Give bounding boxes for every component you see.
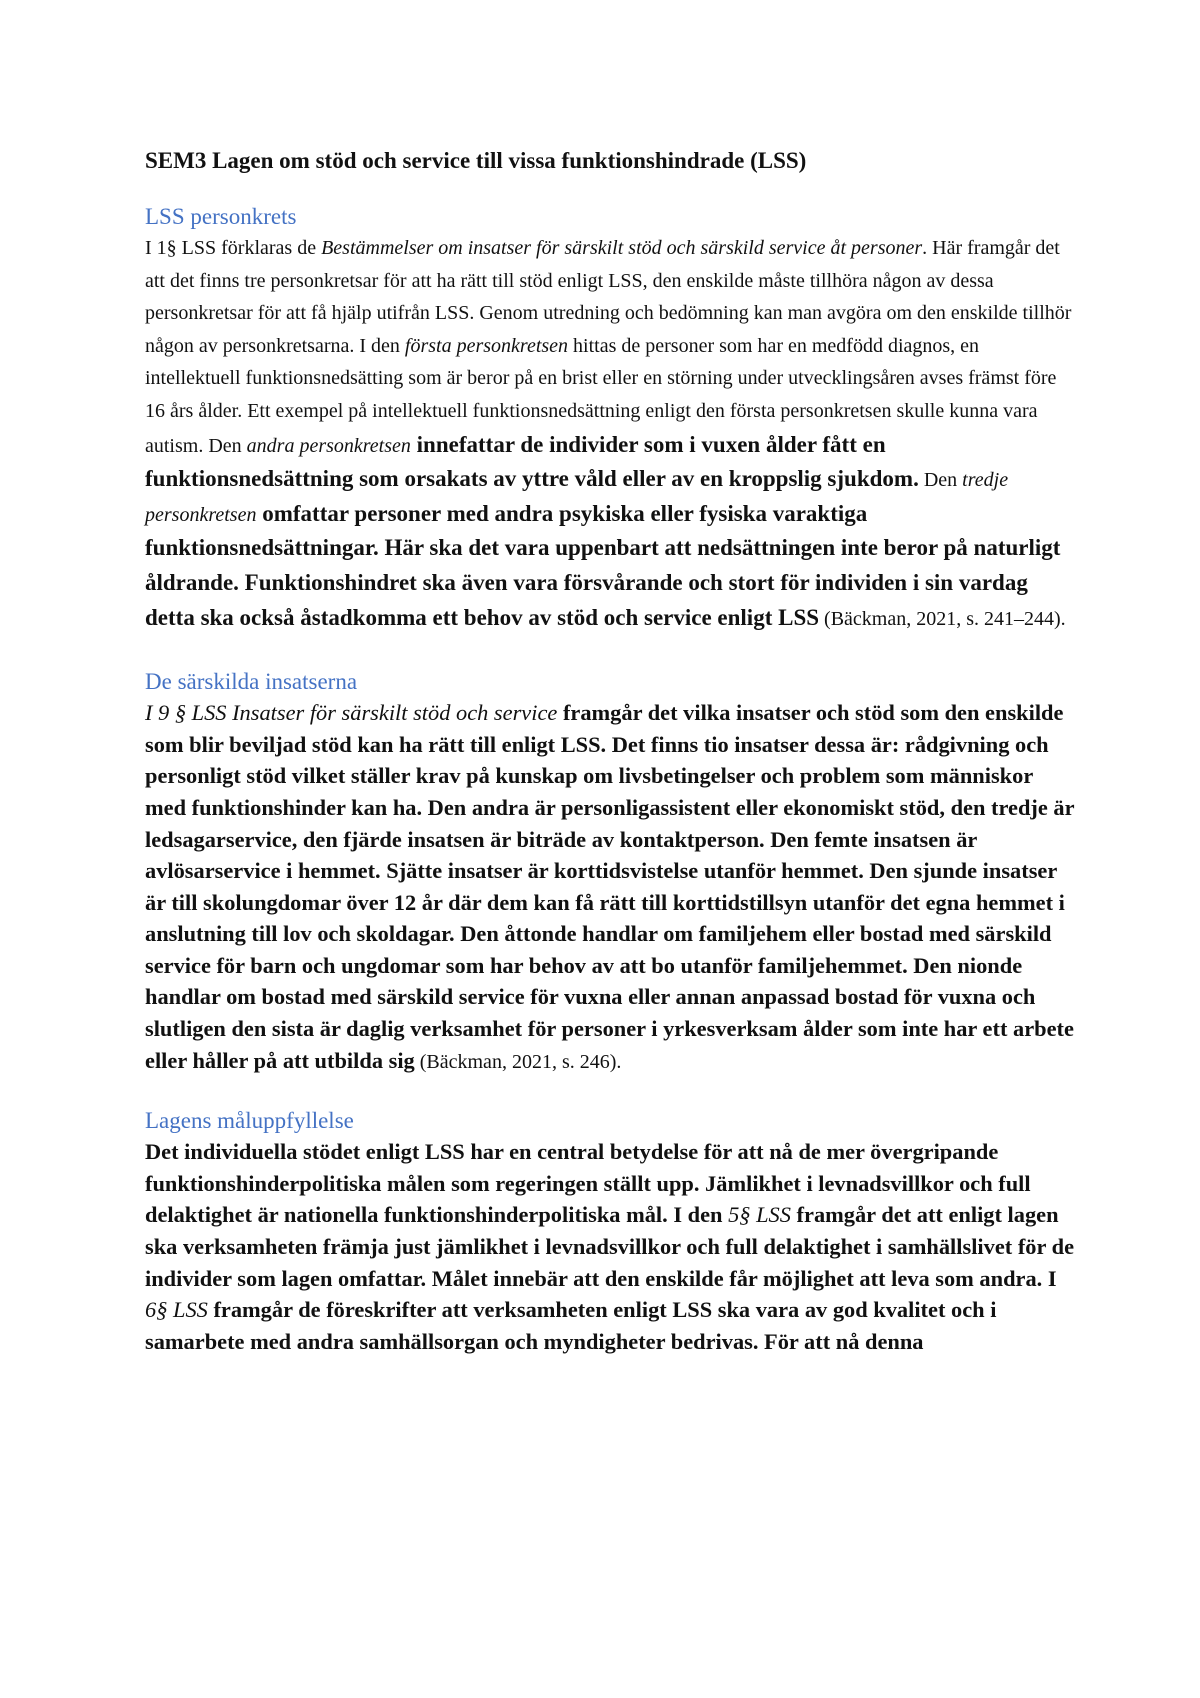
text-run: Den	[918, 469, 963, 492]
document-title: SEM3 Lagen om stöd och service till vissa funktionshindrade (LSS)	[145, 148, 807, 173]
bold-run: framgår de föreskrifter att verksamheten enligt LSS ska vara av god kvalitet och i samarbete med andra samhällsorgan och myndigheter bedrivas. För att nå denna	[145, 1297, 997, 1354]
italic-run: 5§ LSS	[728, 1202, 791, 1228]
italic-run: tredje personkretsen	[145, 469, 1009, 526]
text-run: I 1§ LSS förklaras de	[145, 237, 322, 259]
section-paragraph-personkrets	[145, 232, 1076, 635]
section-paragraph-insatserna	[145, 697, 1076, 1078]
section-heading-maluppfyllelse: Lagens måluppfyllelse	[145, 1108, 354, 1134]
bold-run: framgår det vilka insatser och stöd som den enskilde som blir beviljad stöd kan ha rätt till enligt LSS. Det finns tio insatser dessa är: rådgivning och personligt stöd vilket ställer krav på kunskap om livsbetingelser och problem som människor med funktionshinder kan ha. Den andra är personligassistent eller ekonomiskt stöd, den tredje är ledsagarservice, den fjärde insatsen är biträde av kontaktperson. Den femte insatsen är avlösarservice i hemmet. Sjätte insatser är korttidsvistelse utanför hemmet. Den sjunde insatser är till skolungdomar över 12 år där dem kan få rätt till korttidstillsyn utanför det egna hemmet i anslutning till lov och skoldagar. Den åttonde handlar om familjehem eller bostad med särskild service för barn och ungdomar som har behov av att bo utanför familjehemmet. Den nionde handlar om bostad med särskild service för vuxna eller annan anpassad bostad för vuxna och slutligen den sista är daglig verksamhet för personer i yrkesverksam ålder som inte har ett arbete eller håller på att utbilda sig	[145, 700, 1075, 1073]
bold-run: Det individuella stödet enligt LSS har en central betydelse för att nå de mer övergripande funktionshinderpolitiska målen som regeringen ställt upp. Jämlikhet i levnadsvillkor och full delaktighet är nationella funktionshinderpolitiska mål. I den	[145, 1139, 1031, 1228]
italic-run: första personkretsen	[404, 334, 569, 357]
spacer	[145, 635, 1076, 667]
bold-run: omfattar personer med andra psykiska eller fysiska varaktiga funktionsnedsättningar. Här ska det vara uppenbart att nedsättningen inte beror på naturligt åldrande. Funktionshindret ska även vara försvårande och stort för individen i sin vardag detta ska också åstadkomma ett behov av stöd och service enligt LSS	[145, 500, 1061, 630]
citation: (Bäckman, 2021, s. 246).	[414, 1050, 622, 1073]
bold-run: framgår det att enligt lagen ska verksamheten främja just jämlikhet i levnadsvillkor och full delaktighet i samhällslivet för de individer som lagen omfattar. Målet innebär att den enskilde får möjlighet att leva som andra. I	[145, 1202, 1075, 1291]
bold-run: innefattar de individer som i vuxen ålder fått en funktionsnedsättning som orsakats av yttre våld eller av en kroppslig sjukdom.	[145, 431, 919, 492]
text-run: hittas de personer som har en medfödd diagnos, en intellektuell funktionsnedsätting som är beror på en brist eller en störning under utvecklingsåren avses främst före 16 års ålder. Ett exempel på intellektuell funktionsnedsättning enligt den första personkretsen skulle kunna vara autism. Den	[145, 334, 1057, 457]
italic-run: Bestämmelser om insatser för särskilt stöd och särskild service åt personer	[321, 237, 923, 259]
italic-run: andra personkretsen	[246, 434, 411, 457]
section-paragraph-maluppfyllelse	[145, 1136, 1076, 1357]
section-heading-personkrets: LSS personkrets	[145, 204, 297, 229]
text-run: . Här framgår det att det finns tre personkretsar för att ha rätt till stöd enligt LSS, den enskilde måste tillhöra någon av dessa personkretsar för att få hjälp utifrån LSS. Genom utredning och bedömning kan man avgöra om den enskilde tillhör någon av personkretsarna. I den	[145, 237, 1072, 357]
citation: (Bäckman, 2021, s. 241–244).	[819, 607, 1066, 630]
spacer	[145, 1078, 1076, 1106]
section-heading-insatserna: De särskilda insatserna	[145, 669, 358, 695]
italic-run: 6§ LSS	[145, 1297, 208, 1323]
italic-run: I 9 § LSS Insatser för särskilt stöd och service	[145, 700, 558, 726]
